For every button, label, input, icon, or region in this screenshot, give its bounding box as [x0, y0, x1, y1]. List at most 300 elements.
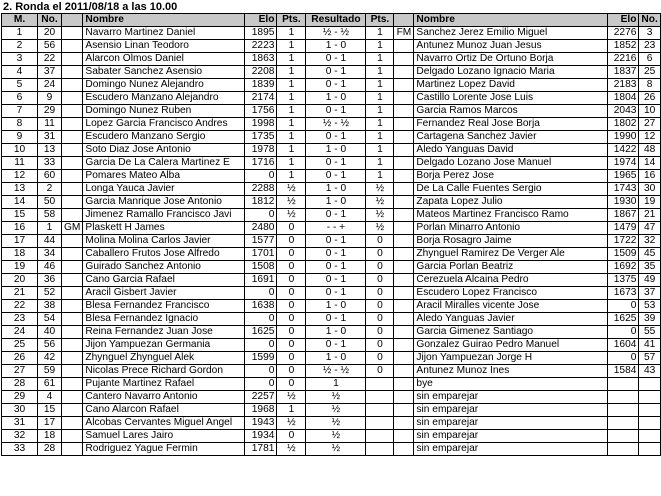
- board-number-cell: 4: [2, 66, 38, 79]
- player-points-cell: ½: [277, 209, 306, 222]
- opponent-title-cell: [394, 391, 414, 404]
- player-name-cell: Garcia De La Calera Martinez E: [83, 157, 245, 170]
- player-points-cell: ½: [277, 183, 306, 196]
- player-elo-cell: 0: [245, 313, 277, 326]
- player-name-cell: Jimenez Ramallo Francisco Javi: [83, 209, 245, 222]
- player-points-cell: 0: [277, 430, 306, 443]
- opponent-title-cell: [394, 131, 414, 144]
- player-number-cell: 20: [38, 27, 62, 40]
- player-name-cell: Pujante Martinez Rafael: [83, 378, 245, 391]
- player-name-cell: Longa Yauca Javier: [83, 183, 245, 196]
- player-points-cell: 0: [277, 300, 306, 313]
- table-row: [2, 248, 661, 261]
- header-points-2: Pts.: [366, 14, 394, 27]
- opponent-number-cell: 37: [639, 287, 660, 300]
- header-title: [62, 14, 83, 27]
- player-elo-cell: 1716: [245, 157, 277, 170]
- opponent-title-cell: [394, 209, 414, 222]
- opponent-number-cell: 6: [639, 53, 660, 66]
- table-row: [2, 53, 661, 66]
- player-title-cell: [62, 40, 83, 53]
- player-points-cell: 1: [277, 118, 306, 131]
- opponent-title-cell: [394, 183, 414, 196]
- opponent-name-cell: Martinez Lopez David: [414, 79, 608, 92]
- player-elo-cell: 2223: [245, 40, 277, 53]
- player-number-cell: 46: [38, 261, 62, 274]
- player-name-cell: Cantero Navarro Antonio: [83, 391, 245, 404]
- player-number-cell: 24: [38, 79, 62, 92]
- player-points-cell: 0: [277, 222, 306, 235]
- player-number-cell: 58: [38, 209, 62, 222]
- player-points-cell: 0: [277, 339, 306, 352]
- table-row: [2, 92, 661, 105]
- result-cell: 0 - 1: [306, 313, 366, 326]
- player-points-cell: 0: [277, 274, 306, 287]
- result-cell: 0 - 1: [306, 248, 366, 261]
- player-name-cell: Domingo Nunez Ruben: [83, 105, 245, 118]
- opponent-number-cell: [639, 443, 660, 456]
- opponent-points-cell: [366, 417, 394, 430]
- player-title-cell: [62, 144, 83, 157]
- result-cell: ½ - ½: [306, 365, 366, 378]
- table-row: [2, 261, 661, 274]
- player-title-cell: [62, 235, 83, 248]
- opponent-elo-cell: 1509: [608, 248, 639, 261]
- player-title-cell: [62, 287, 83, 300]
- opponent-points-cell: [366, 391, 394, 404]
- board-number-cell: 27: [2, 365, 38, 378]
- table-row: [2, 222, 661, 235]
- player-elo-cell: 1599: [245, 352, 277, 365]
- opponent-title-cell: [394, 261, 414, 274]
- player-title-cell: [62, 300, 83, 313]
- result-cell: 0 - 1: [306, 105, 366, 118]
- opponent-number-cell: 57: [639, 352, 660, 365]
- opponent-points-cell: 1: [366, 157, 394, 170]
- opponent-points-cell: ½: [366, 209, 394, 222]
- player-number-cell: 31: [38, 131, 62, 144]
- player-points-cell: 0: [277, 261, 306, 274]
- player-number-cell: 22: [38, 53, 62, 66]
- player-elo-cell: 2480: [245, 222, 277, 235]
- opponent-elo-cell: [608, 443, 639, 456]
- opponent-elo-cell: 1743: [608, 183, 639, 196]
- opponent-elo-cell: 1479: [608, 222, 639, 235]
- opponent-points-cell: 1: [366, 170, 394, 183]
- header-player-number: No.: [38, 14, 62, 27]
- player-name-cell: Cano Garcia Rafael: [83, 274, 245, 287]
- table-row: [2, 300, 661, 313]
- opponent-number-cell: 3: [639, 27, 660, 40]
- opponent-title-cell: [394, 79, 414, 92]
- table-row: [2, 443, 661, 456]
- table-row: [2, 287, 661, 300]
- result-cell: 0 - 1: [306, 131, 366, 144]
- opponent-title-cell: [394, 274, 414, 287]
- player-elo-cell: 1781: [245, 443, 277, 456]
- player-title-cell: [62, 79, 83, 92]
- player-elo-cell: 1863: [245, 53, 277, 66]
- opponent-title-cell: [394, 40, 414, 53]
- opponent-elo-cell: 1584: [608, 365, 639, 378]
- player-elo-cell: 0: [245, 287, 277, 300]
- opponent-elo-cell: 1604: [608, 339, 639, 352]
- player-elo-cell: 1968: [245, 404, 277, 417]
- player-title-cell: [62, 339, 83, 352]
- table-row: [2, 274, 661, 287]
- table-row: [2, 40, 661, 53]
- player-elo-cell: 1701: [245, 248, 277, 261]
- opponent-name-cell: Borja Rosagro Jaime: [414, 235, 608, 248]
- player-points-cell: ½: [277, 443, 306, 456]
- player-title-cell: [62, 365, 83, 378]
- player-number-cell: 40: [38, 326, 62, 339]
- player-title-cell: [62, 170, 83, 183]
- opponent-number-cell: 26: [639, 92, 660, 105]
- board-number-cell: 10: [2, 144, 38, 157]
- opponent-number-cell: 43: [639, 365, 660, 378]
- table-row: [2, 144, 661, 157]
- player-number-cell: 38: [38, 300, 62, 313]
- header-name: Nombre: [83, 14, 245, 27]
- opponent-number-cell: [639, 391, 660, 404]
- opponent-name-cell: Garcia Ramos Marcos: [414, 105, 608, 118]
- opponent-name-cell: Navarro Ortiz De Ortuno Borja: [414, 53, 608, 66]
- player-name-cell: Reina Fernandez Juan Jose: [83, 326, 245, 339]
- player-elo-cell: 1638: [245, 300, 277, 313]
- opponent-points-cell: 0: [366, 352, 394, 365]
- player-points-cell: ½: [277, 391, 306, 404]
- result-cell: ½: [306, 391, 366, 404]
- opponent-name-cell: Jijon Yampuezan Jorge H: [414, 352, 608, 365]
- board-number-cell: 14: [2, 196, 38, 209]
- opponent-name-cell: Zhynguel Ramirez De Verger Ale: [414, 248, 608, 261]
- opponent-number-cell: 48: [639, 144, 660, 157]
- board-number-cell: 20: [2, 274, 38, 287]
- header-elo-2: Elo: [608, 14, 639, 27]
- player-number-cell: 13: [38, 144, 62, 157]
- player-number-cell: 61: [38, 378, 62, 391]
- opponent-number-cell: 14: [639, 157, 660, 170]
- opponent-elo-cell: 1867: [608, 209, 639, 222]
- result-cell: 0 - 1: [306, 261, 366, 274]
- player-elo-cell: 1577: [245, 235, 277, 248]
- opponent-elo-cell: 1852: [608, 40, 639, 53]
- table-row: [2, 326, 661, 339]
- board-number-cell: 24: [2, 326, 38, 339]
- player-title-cell: [62, 118, 83, 131]
- player-title-cell: [62, 443, 83, 456]
- player-name-cell: Soto Diaz Jose Antonio: [83, 144, 245, 157]
- player-elo-cell: 2208: [245, 66, 277, 79]
- opponent-elo-cell: [608, 417, 639, 430]
- opponent-name-cell: sin emparejar: [414, 417, 608, 430]
- opponent-elo-cell: 1673: [608, 287, 639, 300]
- opponent-number-cell: 30: [639, 183, 660, 196]
- opponent-name-cell: Garcia Porlan Beatriz: [414, 261, 608, 274]
- table-row: [2, 118, 661, 131]
- player-title-cell: [62, 248, 83, 261]
- result-cell: 0 - 1: [306, 66, 366, 79]
- board-number-cell: 11: [2, 157, 38, 170]
- opponent-number-cell: 8: [639, 79, 660, 92]
- board-number-cell: 32: [2, 430, 38, 443]
- header-elo: Elo: [245, 14, 277, 27]
- opponent-name-cell: Aledo Yanguas Javier: [414, 313, 608, 326]
- result-cell: ½: [306, 443, 366, 456]
- player-name-cell: Navarro Martinez Daniel: [83, 27, 245, 40]
- opponent-name-cell: Castillo Lorente Jose Luis: [414, 92, 608, 105]
- opponent-elo-cell: [608, 430, 639, 443]
- opponent-name-cell: Antunez Munoz Ines: [414, 365, 608, 378]
- opponent-name-cell: Garcia Gimenez Santiago: [414, 326, 608, 339]
- player-elo-cell: 1998: [245, 118, 277, 131]
- opponent-name-cell: Fernandez Real Jose Borja: [414, 118, 608, 131]
- opponent-points-cell: 1: [366, 92, 394, 105]
- opponent-number-cell: 35: [639, 261, 660, 274]
- player-title-cell: [62, 326, 83, 339]
- opponent-elo-cell: 1990: [608, 131, 639, 144]
- result-cell: ½ - ½: [306, 27, 366, 40]
- player-number-cell: 44: [38, 235, 62, 248]
- header-player-number-2: No.: [639, 14, 660, 27]
- opponent-name-cell: sin emparejar: [414, 430, 608, 443]
- player-name-cell: Aracil Gisbert Javier: [83, 287, 245, 300]
- player-points-cell: 1: [277, 66, 306, 79]
- player-number-cell: 4: [38, 391, 62, 404]
- player-number-cell: 1: [38, 222, 62, 235]
- table-row: [2, 131, 661, 144]
- opponent-title-cell: [394, 222, 414, 235]
- opponent-elo-cell: 2043: [608, 105, 639, 118]
- player-name-cell: Molina Molina Carlos Javier: [83, 235, 245, 248]
- opponent-points-cell: 1: [366, 27, 394, 40]
- opponent-elo-cell: [608, 404, 639, 417]
- board-number-cell: 30: [2, 404, 38, 417]
- player-elo-cell: 0: [245, 378, 277, 391]
- player-elo-cell: 0: [245, 339, 277, 352]
- opponent-points-cell: 1: [366, 131, 394, 144]
- opponent-elo-cell: 1802: [608, 118, 639, 131]
- table-row: [2, 183, 661, 196]
- opponent-name-cell: sin emparejar: [414, 443, 608, 456]
- opponent-elo-cell: 1722: [608, 235, 639, 248]
- board-number-cell: 15: [2, 209, 38, 222]
- player-points-cell: 1: [277, 157, 306, 170]
- opponent-number-cell: 21: [639, 209, 660, 222]
- opponent-name-cell: Zapata Lopez Julio: [414, 196, 608, 209]
- board-number-cell: 6: [2, 92, 38, 105]
- player-elo-cell: 1812: [245, 196, 277, 209]
- player-number-cell: 28: [38, 443, 62, 456]
- player-title-cell: [62, 274, 83, 287]
- result-cell: 1 - 0: [306, 300, 366, 313]
- opponent-number-cell: 16: [639, 170, 660, 183]
- result-cell: 1 - 0: [306, 183, 366, 196]
- player-name-cell: Asensio Linan Teodoro: [83, 40, 245, 53]
- opponent-points-cell: 0: [366, 274, 394, 287]
- opponent-elo-cell: 1837: [608, 66, 639, 79]
- table-row: [2, 66, 661, 79]
- board-number-cell: 2: [2, 40, 38, 53]
- board-number-cell: 7: [2, 105, 38, 118]
- player-title-cell: [62, 157, 83, 170]
- pairings-table: [1, 13, 661, 456]
- result-cell: 0 - 1: [306, 170, 366, 183]
- opponent-number-cell: [639, 404, 660, 417]
- opponent-name-cell: De La Calle Fuentes Sergio: [414, 183, 608, 196]
- player-name-cell: Garcia Manrique Jose Antonio: [83, 196, 245, 209]
- player-name-cell: Jijon Yampuezan Germania: [83, 339, 245, 352]
- player-name-cell: Zhynguel Zhynguel Alek: [83, 352, 245, 365]
- opponent-points-cell: ½: [366, 196, 394, 209]
- header-row: [2, 14, 661, 27]
- opponent-title-cell: [394, 248, 414, 261]
- player-title-cell: [62, 92, 83, 105]
- player-elo-cell: 0: [245, 209, 277, 222]
- table-row: [2, 430, 661, 443]
- opponent-title-cell: [394, 326, 414, 339]
- player-points-cell: 1: [277, 27, 306, 40]
- board-number-cell: 25: [2, 339, 38, 352]
- player-number-cell: 29: [38, 105, 62, 118]
- board-number-cell: 31: [2, 417, 38, 430]
- table-row: [2, 313, 661, 326]
- opponent-name-cell: Antunez Munoz Juan Jesus: [414, 40, 608, 53]
- opponent-name-cell: Mateos Martinez Francisco Ramo: [414, 209, 608, 222]
- player-name-cell: Guirado Sanchez Antonio: [83, 261, 245, 274]
- player-name-cell: Cano Alarcon Rafael: [83, 404, 245, 417]
- result-cell: 0 - 1: [306, 209, 366, 222]
- opponent-points-cell: 1: [366, 66, 394, 79]
- table-row: [2, 27, 661, 40]
- opponent-name-cell: Aracil Miralles vicente Jose: [414, 300, 608, 313]
- board-number-cell: 21: [2, 287, 38, 300]
- opponent-title-cell: [394, 430, 414, 443]
- opponent-name-cell: Gonzalez Guirao Pedro Manuel: [414, 339, 608, 352]
- opponent-number-cell: 27: [639, 118, 660, 131]
- header-result: Resultado: [306, 14, 366, 27]
- opponent-title-cell: [394, 404, 414, 417]
- player-title-cell: [62, 313, 83, 326]
- opponent-title-cell: [394, 118, 414, 131]
- board-number-cell: 13: [2, 183, 38, 196]
- result-cell: 1 - 0: [306, 326, 366, 339]
- player-name-cell: Nicolas Prece Richard Gordon: [83, 365, 245, 378]
- header-board-number: M.: [2, 14, 38, 27]
- player-title-cell: [62, 352, 83, 365]
- player-elo-cell: 1691: [245, 274, 277, 287]
- player-title-cell: [62, 417, 83, 430]
- player-number-cell: 33: [38, 157, 62, 170]
- opponent-number-cell: 41: [639, 339, 660, 352]
- table-row: [2, 417, 661, 430]
- opponent-points-cell: 0: [366, 326, 394, 339]
- player-elo-cell: 2288: [245, 183, 277, 196]
- opponent-points-cell: 1: [366, 53, 394, 66]
- player-elo-cell: 0: [245, 365, 277, 378]
- opponent-number-cell: 47: [639, 222, 660, 235]
- opponent-elo-cell: 1692: [608, 261, 639, 274]
- opponent-number-cell: 10: [639, 105, 660, 118]
- opponent-number-cell: 53: [639, 300, 660, 313]
- table-row: [2, 235, 661, 248]
- player-name-cell: Plaskett H James: [83, 222, 245, 235]
- player-elo-cell: 1756: [245, 105, 277, 118]
- result-cell: ½ - ½: [306, 118, 366, 131]
- opponent-title-cell: [394, 287, 414, 300]
- result-cell: 1 - 0: [306, 352, 366, 365]
- opponent-points-cell: 0: [366, 248, 394, 261]
- opponent-number-cell: 19: [639, 196, 660, 209]
- player-elo-cell: 1895: [245, 27, 277, 40]
- player-title-cell: [62, 378, 83, 391]
- player-elo-cell: 2174: [245, 92, 277, 105]
- player-name-cell: Lopez Garcia Francisco Andres: [83, 118, 245, 131]
- opponent-number-cell: [639, 430, 660, 443]
- player-name-cell: Alcobas Cervantes Miguel Angel: [83, 417, 245, 430]
- result-cell: 0 - 1: [306, 157, 366, 170]
- opponent-title-cell: [394, 92, 414, 105]
- player-elo-cell: 1978: [245, 144, 277, 157]
- opponent-elo-cell: 0: [608, 352, 639, 365]
- table-row: [2, 157, 661, 170]
- opponent-name-cell: Aledo Yanguas David: [414, 144, 608, 157]
- player-points-cell: 0: [277, 235, 306, 248]
- opponent-name-cell: Delgado Lozano Ignacio Maria: [414, 66, 608, 79]
- player-title-cell: [62, 391, 83, 404]
- opponent-elo-cell: 2183: [608, 79, 639, 92]
- opponent-title-cell: [394, 144, 414, 157]
- opponent-name-cell: sin emparejar: [414, 404, 608, 417]
- table-row: [2, 365, 661, 378]
- player-title-cell: [62, 105, 83, 118]
- player-points-cell: 1: [277, 92, 306, 105]
- opponent-name-cell: Porlan Minarro Antonio: [414, 222, 608, 235]
- result-cell: ½: [306, 417, 366, 430]
- opponent-elo-cell: 1965: [608, 170, 639, 183]
- opponent-title-cell: [394, 313, 414, 326]
- table-row: [2, 391, 661, 404]
- result-cell: 1 - 0: [306, 92, 366, 105]
- table-row: [2, 79, 661, 92]
- player-title-cell: [62, 196, 83, 209]
- opponent-elo-cell: 1375: [608, 274, 639, 287]
- board-number-cell: 9: [2, 131, 38, 144]
- player-number-cell: 56: [38, 40, 62, 53]
- result-cell: 1: [306, 378, 366, 391]
- opponent-elo-cell: 2216: [608, 53, 639, 66]
- opponent-number-cell: [639, 417, 660, 430]
- opponent-title-cell: [394, 443, 414, 456]
- player-name-cell: Caballero Frutos Jose Alfredo: [83, 248, 245, 261]
- player-elo-cell: 2257: [245, 391, 277, 404]
- table-row: [2, 105, 661, 118]
- player-points-cell: 0: [277, 248, 306, 261]
- opponent-number-cell: 32: [639, 235, 660, 248]
- player-number-cell: 50: [38, 196, 62, 209]
- player-points-cell: 1: [277, 40, 306, 53]
- table-row: [2, 378, 661, 391]
- opponent-elo-cell: 0: [608, 300, 639, 313]
- board-number-cell: 1: [2, 27, 38, 40]
- result-cell: 1 - 0: [306, 196, 366, 209]
- opponent-number-cell: 49: [639, 274, 660, 287]
- opponent-title-cell: [394, 352, 414, 365]
- table-row: [2, 404, 661, 417]
- board-number-cell: 19: [2, 261, 38, 274]
- player-points-cell: 1: [277, 170, 306, 183]
